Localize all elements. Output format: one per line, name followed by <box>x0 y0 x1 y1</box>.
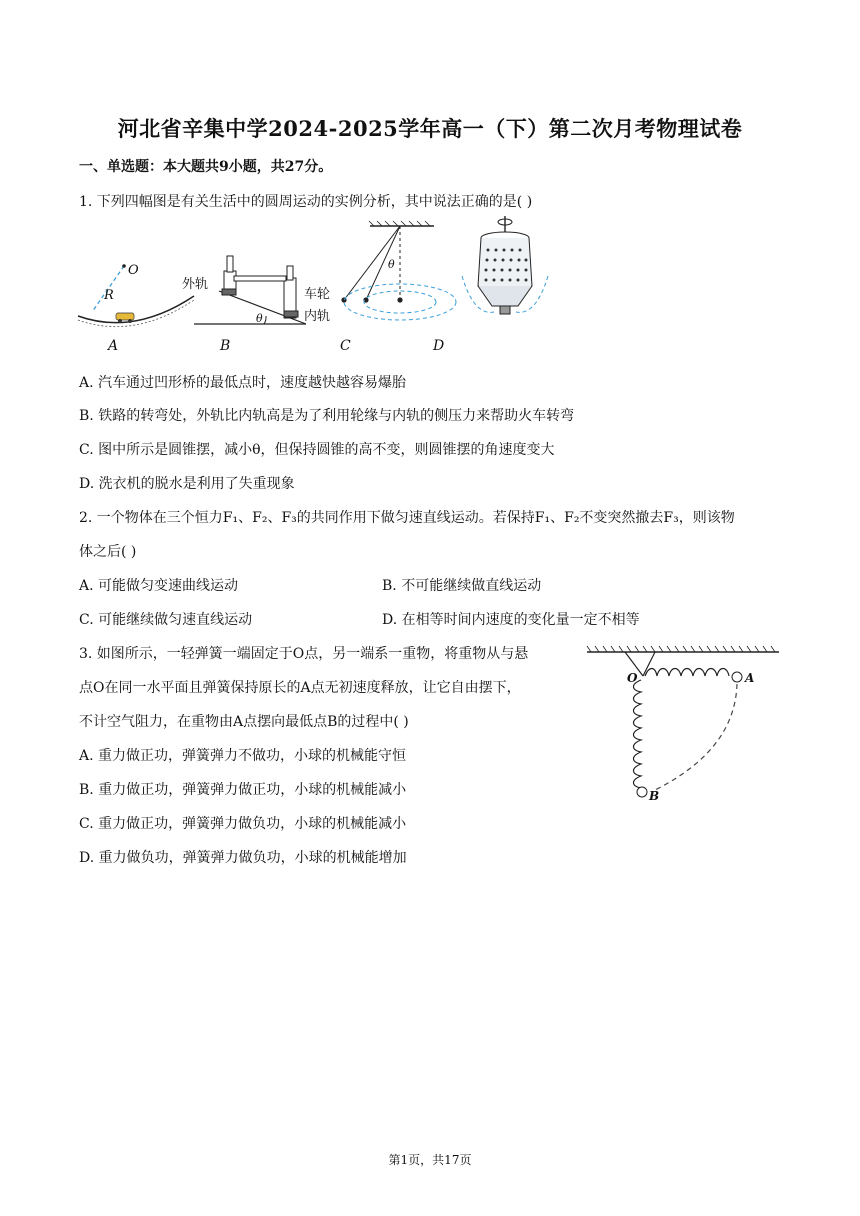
q2-stem-line1: 2. 一个物体在三个恒力F₁、F₂、F₃的共同作用下做匀速直线运动。若保持F₁、F₂不变突然撤去F₃，则该物 <box>79 510 735 526</box>
figure-a-label-r: R <box>104 288 114 303</box>
q1-figures <box>74 216 554 336</box>
q1-option-c: C. 图中所示是圆锥摆，减小θ，但保持圆锥的高不变，则圆锥摆的角速度变大 <box>79 442 555 458</box>
q2-stem-line2: 体之后( ) <box>79 544 137 560</box>
figure-b-banked-track <box>182 256 330 325</box>
q3-option-a: A. 重力做正功，弹簧弹力不做功，小球的机械能守恒 <box>79 748 407 764</box>
figure-b-label-wheel: 车轮 <box>304 287 331 302</box>
q3-label-b: B <box>649 789 660 803</box>
fig-label-c: C <box>340 338 351 354</box>
figure-c-conical-pendulum <box>341 221 456 320</box>
q2-option-d: D. 在相等时间内速度的变化量一定不相等 <box>382 612 640 628</box>
q3-stem-line1: 3. 如图所示，一轻弹簧一端固定于O点，另一端系一重物，将重物从与悬 <box>79 646 529 662</box>
q2-option-b: B. 不可能继续做直线运动 <box>382 578 542 594</box>
figure-a-label-o: O <box>128 263 139 278</box>
figure-b-label-theta: θ <box>256 312 263 325</box>
q3-stem-line2: 点O在同一水平面且弹簧保持原长的A点无初速度释放，让它自由摆下， <box>79 680 521 696</box>
figure-d-washing-drum <box>462 216 548 314</box>
q2-option-a: A. 可能做匀变速曲线运动 <box>79 578 239 594</box>
figure-a-concave-bridge <box>78 263 194 327</box>
figure-b-label-inner: 内轨 <box>304 309 331 324</box>
figure-c-label-theta: θ <box>388 258 395 271</box>
q1-option-b: B. 铁路的转弯处，外轨比内轨高是为了利用轮缘与内轨的侧压力来帮助火车转弯 <box>79 408 575 424</box>
q1-option-d: D. 洗衣机的脱水是利用了失重现象 <box>79 476 295 492</box>
fig-label-b: B <box>220 338 231 354</box>
page-footer: 第1页，共17页 <box>388 1153 472 1167</box>
q2-option-c: C. 可能继续做匀速直线运动 <box>79 612 253 628</box>
q1-option-a: A. 汽车通过凹形桥的最低点时，速度越快越容易爆胎 <box>79 375 407 391</box>
q3-label-o: O <box>627 671 638 685</box>
section-heading: 一、单选题：本大题共9小题，共27分。 <box>79 159 333 175</box>
q3-option-b: B. 重力做正功，弹簧弹力做正功，小球的机械能减小 <box>79 782 407 798</box>
q3-stem-line3: 不计空气阻力，在重物由A点摆向最低点B的过程中( ) <box>79 714 409 730</box>
figure-b-label-outer: 外轨 <box>182 277 209 292</box>
q3-label-a: A <box>745 671 755 685</box>
q3-spring-figure <box>585 640 785 805</box>
q3-option-c: C. 重力做正功，弹簧弹力做负功，小球的机械能减小 <box>79 816 407 832</box>
page-title: 河北省辛集中学2024-2025学年高一（下）第二次月考物理试卷 <box>117 116 743 141</box>
q1-stem: 1. 下列四幅图是有关生活中的圆周运动的实例分析，其中说法正确的是( ) <box>79 194 533 210</box>
fig-label-a: A <box>108 338 119 354</box>
fig-label-d: D <box>433 338 445 354</box>
q3-option-d: D. 重力做负功，弹簧弹力做负功，小球的机械能增加 <box>79 850 407 866</box>
